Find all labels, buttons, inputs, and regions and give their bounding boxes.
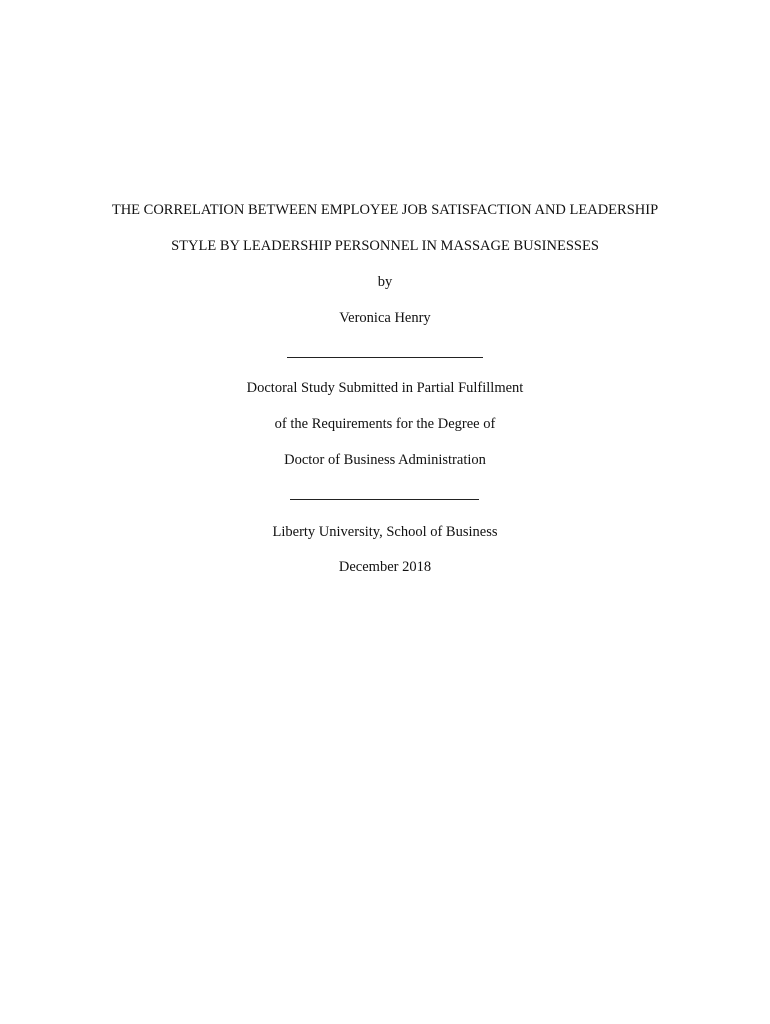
divider-rule-1 bbox=[287, 357, 483, 358]
degree-name: Doctor of Business Administration bbox=[284, 452, 486, 468]
title-line-1: THE CORRELATION BETWEEN EMPLOYEE JOB SATISFACTION AND LEADERSHIP bbox=[111, 202, 659, 218]
title-line-2: STYLE BY LEADERSHIP PERSONNEL IN MASSAGE BUSINESSES bbox=[171, 238, 599, 254]
author-name: Veronica Henry bbox=[339, 310, 431, 326]
submission-line-2: of the Requirements for the Degree of bbox=[274, 416, 496, 432]
submission-line-1: Doctoral Study Submitted in Partial Fulfillment bbox=[246, 380, 524, 396]
divider-rule-2 bbox=[290, 499, 479, 500]
institution-name: Liberty University, School of Business bbox=[272, 524, 498, 540]
submission-date: December 2018 bbox=[338, 559, 432, 575]
by-label: by bbox=[377, 274, 393, 290]
